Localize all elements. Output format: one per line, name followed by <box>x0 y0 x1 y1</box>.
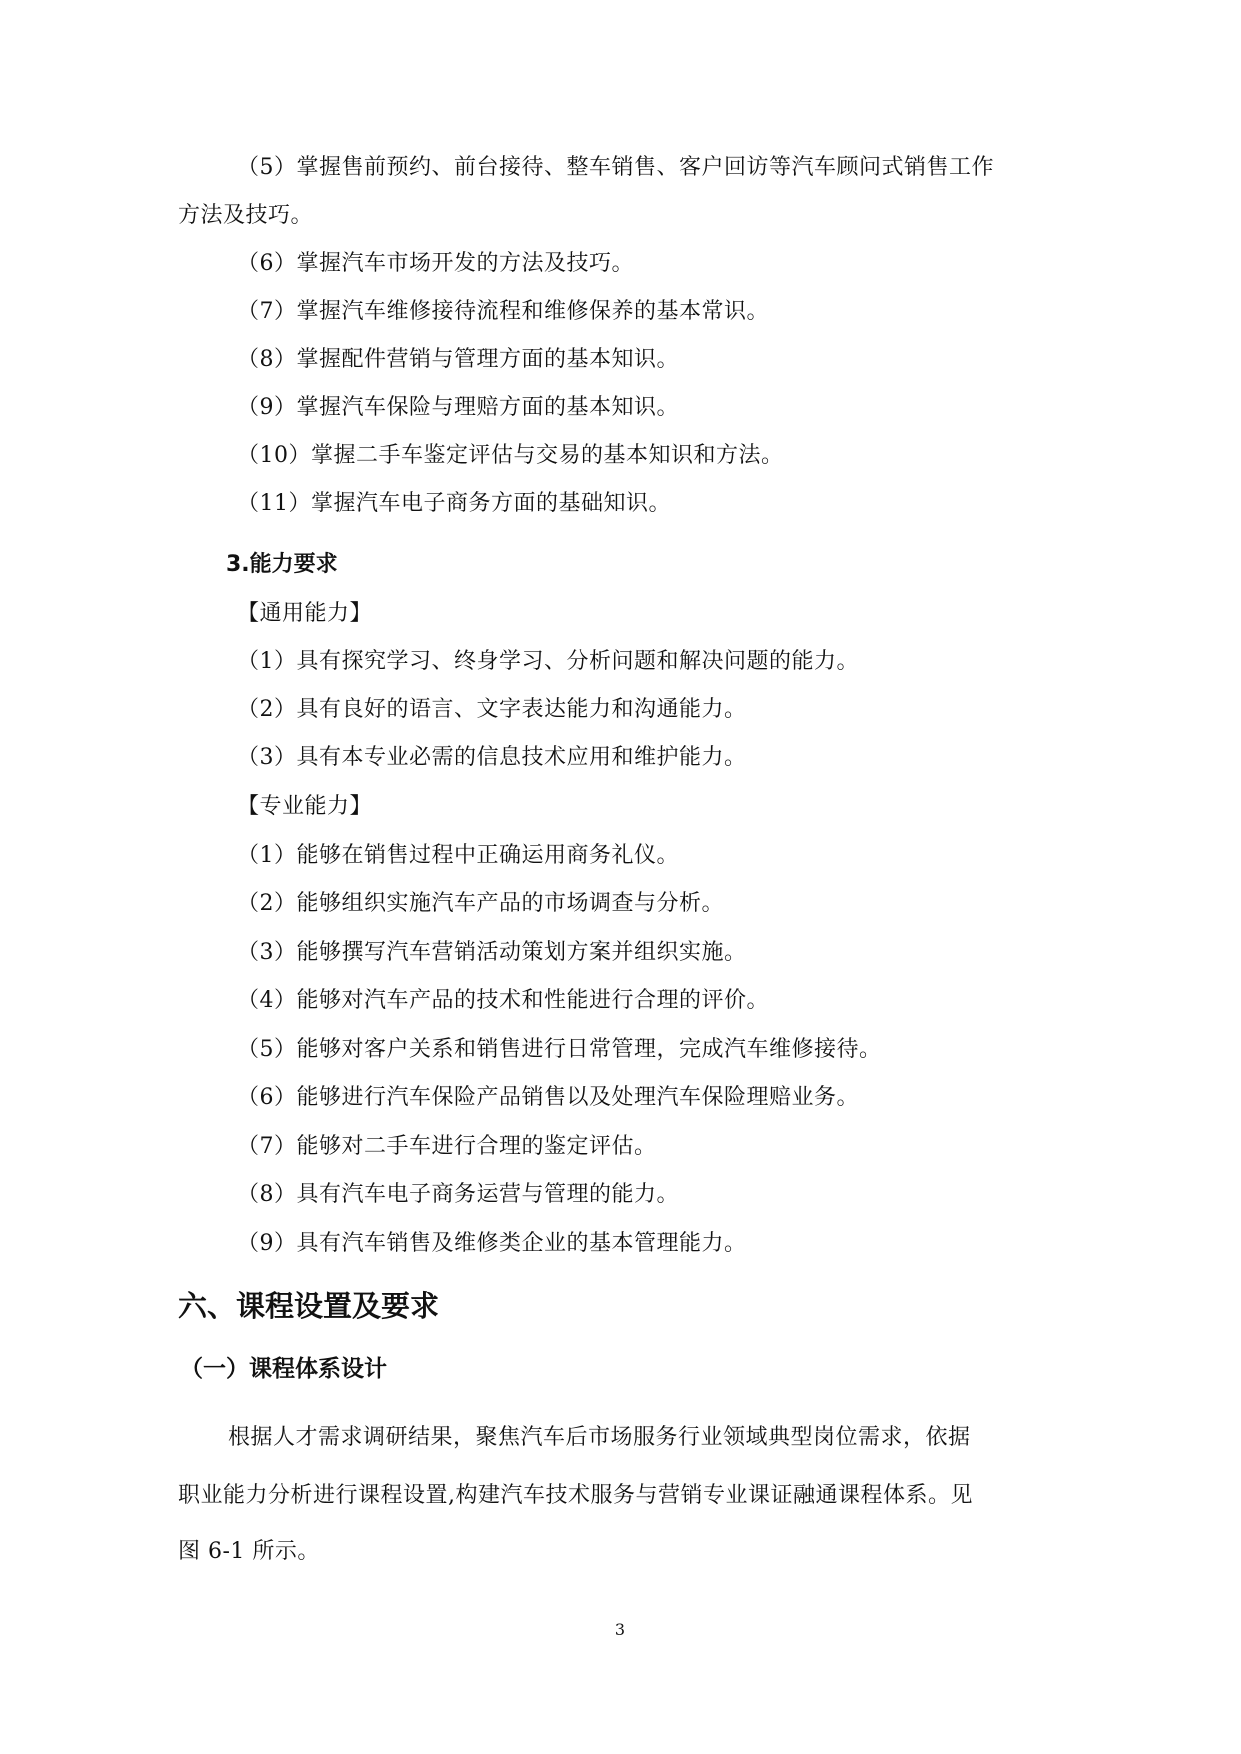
subsection-one-title: （一）课程体系设计 <box>180 1356 387 1382</box>
professional-ability-item-7: （7）能够对二手车进行合理的鉴定评估。 <box>237 1134 657 1159</box>
paragraph-line-3: 图 6-1 所示。 <box>178 1539 320 1564</box>
professional-ability-item-2: （2）能够组织实施汽车产品的市场调查与分析。 <box>237 891 724 916</box>
knowledge-item-11: （11）掌握汽车电子商务方面的基础知识。 <box>237 491 671 516</box>
professional-ability-label: 【专业能力】 <box>237 794 373 819</box>
professional-ability-item-1: （1）能够在销售过程中正确运用商务礼仪。 <box>237 843 679 868</box>
professional-ability-item-4: （4）能够对汽车产品的技术和性能进行合理的评价。 <box>237 988 769 1013</box>
knowledge-item-9: （9）掌握汽车保险与理赔方面的基本知识。 <box>237 395 679 420</box>
knowledge-item-10: （10）掌握二手车鉴定评估与交易的基本知识和方法。 <box>237 443 784 468</box>
section-six-title: 六、课程设置及要求 <box>178 1289 440 1323</box>
general-ability-label: 【通用能力】 <box>237 601 373 626</box>
general-ability-item-3: （3）具有本专业必需的信息技术应用和维护能力。 <box>237 745 747 770</box>
knowledge-item-7: （7）掌握汽车维修接待流程和维修保养的基本常识。 <box>237 299 769 324</box>
professional-ability-item-5: （5）能够对客户关系和销售进行日常管理，完成汽车维修接待。 <box>237 1037 882 1062</box>
ability-heading: 3.能力要求 <box>226 552 338 577</box>
general-ability-item-1: （1）具有探究学习、终身学习、分析问题和解决问题的能力。 <box>237 649 859 674</box>
knowledge-item-5-continuation: 方法及技巧。 <box>178 203 314 228</box>
page-number: 3 <box>614 1620 626 1639</box>
professional-ability-item-8: （8）具有汽车电子商务运营与管理的能力。 <box>237 1182 679 1207</box>
paragraph-line-2: 职业能力分析进行课程设置,构建汽车技术服务与营销专业课证融通课程体系。见 <box>178 1483 973 1508</box>
paragraph-line-1: 根据人才需求调研结果，聚焦汽车后市场服务行业领域典型岗位需求，依据 <box>228 1425 971 1450</box>
knowledge-item-8: （8）掌握配件营销与管理方面的基本知识。 <box>237 347 679 372</box>
professional-ability-item-3: （3）能够撰写汽车营销活动策划方案并组织实施。 <box>237 940 747 965</box>
knowledge-item-5: （5）掌握售前预约、前台接待、整车销售、客户回访等汽车顾问式销售工作 <box>237 155 994 180</box>
general-ability-item-2: （2）具有良好的语言、文字表达能力和沟通能力。 <box>237 697 747 722</box>
professional-ability-item-9: （9）具有汽车销售及维修类企业的基本管理能力。 <box>237 1231 747 1256</box>
knowledge-item-6: （6）掌握汽车市场开发的方法及技巧。 <box>237 251 634 276</box>
professional-ability-item-6: （6）能够进行汽车保险产品销售以及处理汽车保险理赔业务。 <box>237 1085 859 1110</box>
